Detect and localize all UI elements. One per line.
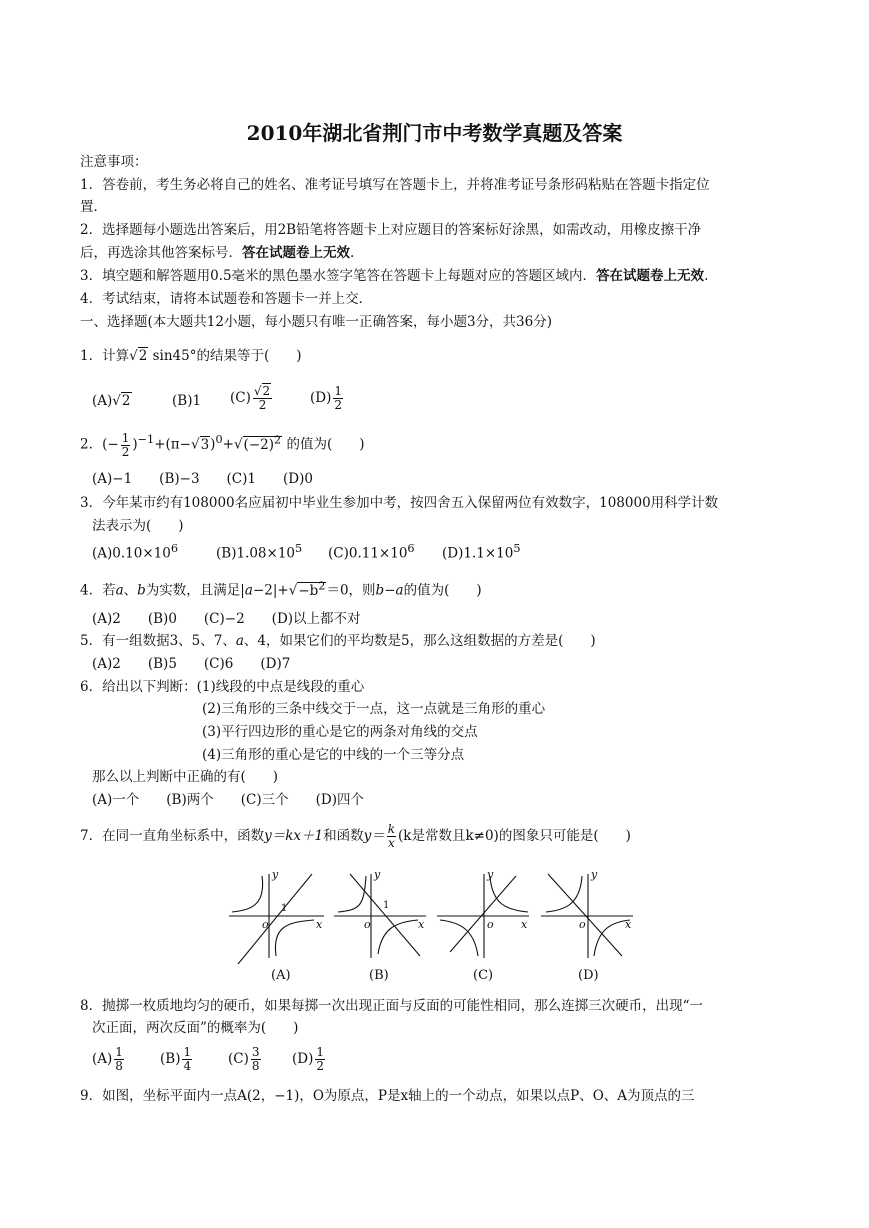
q5-text: 、4，如果它们的平均数是5，那么这组数据的方差是( ) <box>243 633 596 649</box>
q2-radicand <box>243 433 283 453</box>
q3-option-a <box>92 540 178 563</box>
q2-tail: 的值为( ) <box>286 436 365 453</box>
page-title: 2010年湖北省荆门市中考数学真题及答案 <box>246 121 623 145</box>
note-2-period: . <box>350 245 355 261</box>
q8-c-fraction <box>251 1046 261 1073</box>
q4-var: b <box>375 582 385 599</box>
q8-d-num: 1 <box>316 1045 324 1059</box>
q2-radicand-text: (−2) <box>243 436 274 453</box>
q2-radicand: 3 <box>200 436 210 453</box>
q5-var: a <box>235 633 244 649</box>
q4-rad-exp: 2 <box>318 579 326 592</box>
q2-expr: + <box>222 436 234 453</box>
q7-f-den: x <box>388 836 395 850</box>
graph-c-origin: o <box>487 918 494 931</box>
q7-f-num: k <box>387 822 396 836</box>
q8-option-a <box>92 1046 126 1073</box>
q4-var: b <box>137 582 146 599</box>
q2-f-den: 2 <box>121 444 130 459</box>
q1-text-end: sin45°的结果等于( ) <box>152 348 302 364</box>
q5-text: 5．有一组数据3、5、7、 <box>80 633 236 649</box>
question-2-stem: 2．(− $\frac{1}{2}$ )$^{-1}+(\pi-√3)^0+√(-2)^2$ 的值为( ) <box>80 430 365 459</box>
graph-c-y-label: y <box>487 868 494 881</box>
q3-option-c <box>328 540 415 563</box>
q2-fraction <box>121 432 131 459</box>
q1-d-den: 2 <box>334 398 342 412</box>
note-3 <box>80 267 708 285</box>
q3-c: (C)0.11×10 <box>328 545 408 562</box>
section-heading: 一、选择题(本大题共12小题，每小题只有唯一正确答案，每小题3分，共36分) <box>80 314 552 330</box>
q7-fraction <box>387 823 396 850</box>
q8-a-fraction <box>114 1046 124 1073</box>
q4-text: 、 <box>123 582 138 599</box>
q4-var: a <box>395 582 404 599</box>
notes-heading: 注意事项： <box>80 154 148 170</box>
q8-b-den: 4 <box>183 1059 192 1073</box>
q8-option-c <box>228 1046 263 1073</box>
q3-d-exp: 5 <box>513 542 521 555</box>
note-2-text: 后，再选涂其他答案标号． <box>80 245 242 261</box>
q5-options: (A)2 (B)5 (C)6 (D)7 <box>92 656 291 672</box>
q8-a-den: 8 <box>115 1059 123 1073</box>
q3-d: (D)1.1×10 <box>442 545 514 562</box>
q7-func-1: y＝kx＋1 <box>264 828 324 844</box>
q1-option-d <box>310 385 345 412</box>
note-2-line-1: 2．选择题每小题选出答案后，用2B铅笔将答题卡上对应题目的答案标好涂黑，如需改动，用橡皮擦干净 <box>80 222 702 238</box>
graph-d-origin: o <box>579 918 586 931</box>
q8-line-2: 次正面，两次反面”的概率为( ) <box>92 1020 299 1036</box>
q6-options: (A)一个 (B)两个 (C)三个 (D)四个 <box>92 792 364 808</box>
note-1-line-1: 1．答卷前，考生务必将自己的姓名、准考证号填写在答题卡上，并将准考证号条形码粘贴在答题卡指定位 <box>80 177 710 193</box>
q7-func-2: y＝ <box>363 828 385 844</box>
q2-exponent: 2 <box>273 433 282 446</box>
note-1-line-2: 置． <box>80 199 107 215</box>
q8-d-den: 2 <box>316 1059 324 1073</box>
q1-option-c <box>230 385 274 412</box>
q8-c-num: 3 <box>251 1045 260 1059</box>
q1-text: 1．计算 <box>80 348 130 364</box>
q1-c-label: (C) <box>230 390 251 406</box>
q2-expr: ) <box>132 436 138 453</box>
q7-text: 7．在同一直角坐标系中，函数 <box>80 828 265 844</box>
q4-text: −2|+ <box>252 582 289 599</box>
graph-a-x-label: x <box>316 918 323 931</box>
q2-options: (A)−1 (B)−3 (C)1 (D)0 <box>92 471 313 487</box>
q3-c-exp: 6 <box>407 542 415 555</box>
q4-text: ＝0，则 <box>326 582 376 599</box>
q3-a-exp: 6 <box>170 542 179 555</box>
graph-b-label: (B) <box>369 968 389 983</box>
q3-b-exp: 5 <box>295 542 303 555</box>
graph-d <box>541 874 633 958</box>
q6-line-5: 那么以上判断中正确的有( ) <box>92 769 279 785</box>
q1-c-num: 2 <box>262 384 271 398</box>
graph-b-y-label: y <box>374 868 381 881</box>
q5-stem <box>80 632 596 650</box>
q8-b-fraction <box>182 1046 192 1073</box>
q6-line-3: (3)平行四边形的重心是它的两条对角线的交点 <box>202 724 478 740</box>
q6-line-2: (2)三角形的三条中线交于一点，这一点就是三角形的重心 <box>202 701 546 717</box>
q8-line-1: 8．抛掷一枚质地均匀的硬币，如果每掷一次出现正面与反面的可能性相同，那么连掷三次硬币，出现“一 <box>80 998 703 1014</box>
question-1-stem: 1．计算√2 sin45°的结果等于( ) <box>80 348 302 364</box>
q1-option-a: (A)√2 <box>92 393 131 409</box>
graph-b-origin: o <box>364 918 371 931</box>
q2-number: 2． <box>80 436 103 453</box>
q2-expr: +(π− <box>154 436 191 453</box>
q2-exponent: 0 <box>215 433 223 446</box>
note-3-text: 3．填空题和解答题用0.5毫米的黑色墨水签字笔答在答题卡上每题对应的答题区域内． <box>80 268 597 284</box>
graph-a-origin: o <box>262 918 269 931</box>
q4-var: a <box>115 582 124 599</box>
q1-d-fraction <box>333 385 343 412</box>
q3-option-b <box>216 540 302 563</box>
q7-graphs <box>0 866 869 986</box>
graph-a-one-tick: 1 <box>281 903 288 914</box>
q4-text: 4．若 <box>80 582 116 599</box>
graph-a-label: (A) <box>271 968 291 983</box>
note-3-warning: 答在试题卷上无效 <box>596 268 705 284</box>
q4-var: a <box>244 582 253 599</box>
q8-b-label: (B) <box>160 1051 181 1067</box>
q3-option-d <box>442 540 521 563</box>
graph-d-y-label: y <box>591 868 598 881</box>
q1-a-value: 2 <box>121 393 131 409</box>
graph-a <box>229 874 324 964</box>
graph-b-x-label: x <box>418 918 425 931</box>
q8-d-fraction <box>315 1046 325 1073</box>
q2-expr: ) <box>210 436 216 453</box>
note-2-line-2 <box>80 244 354 262</box>
graph-c-label: (C) <box>473 968 494 983</box>
q3-b: (B)1.08×10 <box>216 545 296 562</box>
q2-expr: (− <box>102 436 119 453</box>
q2-exponent: −1 <box>137 433 155 446</box>
q6-line-1: 6．给出以下判断：(1)线段的中点是线段的重心 <box>80 679 365 695</box>
q4-text: 为实数，且满足| <box>145 582 245 599</box>
q8-a-num: 1 <box>115 1045 123 1059</box>
graph-c-x-label: x <box>521 918 528 931</box>
q8-d-label: (D) <box>292 1051 314 1067</box>
q2-f-num: 1 <box>121 430 130 445</box>
q6-line-4: (4)三角形的重心是它的中线的一个三等分点 <box>202 747 465 763</box>
q3-line-2: 法表示为( ) <box>92 518 184 534</box>
q1-option-b: (B)1 <box>172 393 202 409</box>
q4-text: 的值为( ) <box>403 582 482 599</box>
q3-line-1: 3．今年某市约有108000名应届初中毕业生参加中考，按四舍五入保留两位有效数字，108000用科学计数 <box>80 495 719 511</box>
q8-c-label: (C) <box>228 1051 249 1067</box>
graph-b-one-tick: 1 <box>383 900 390 911</box>
graph-d-x-label: x <box>625 918 632 931</box>
note-4: 4．考试结束，请将本试题卷和答题卡一并上交． <box>80 291 373 307</box>
graph-b <box>334 874 426 958</box>
q1-c-den: 2 <box>258 398 267 412</box>
q9-line-1: 9．如图，坐标平面内一点A(2，−1)，O为原点，P是x轴上的一个动点，如果以点P、O、A为顶点的三 <box>80 1088 695 1104</box>
q4-options: (A)2 (B)0 (C)−2 (D)以上都不对 <box>92 611 361 627</box>
q8-option-b <box>160 1046 194 1073</box>
q1-a-label: (A) <box>92 393 113 409</box>
question-4-stem: 4．若a、b为实数，且满足$|a-2|+√-b^2=0$，则b−a的值为( ) <box>80 579 482 599</box>
q1-d-num: 1 <box>334 384 342 398</box>
graph-d-label: (D) <box>578 968 599 983</box>
q1-radicand: 2 <box>138 348 148 364</box>
q4-text: − <box>384 582 396 599</box>
q8-a-label: (A) <box>92 1051 113 1067</box>
q8-b-num: 1 <box>183 1045 192 1059</box>
q7-text: 和函数 <box>323 828 364 844</box>
q1-c-fraction: $\frac{√2}{2}$ <box>253 384 271 412</box>
q4-radicand <box>297 579 326 599</box>
q4-rad-text: −b <box>298 582 319 599</box>
graph-c <box>437 874 529 958</box>
q1-d-label: (D) <box>310 390 332 406</box>
q8-c-den: 8 <box>251 1059 260 1073</box>
q3-a: (A)0.10×10 <box>92 545 171 562</box>
graph-a-y-label: y <box>272 868 279 881</box>
q7-text: (k是常数且k≠0)的图象只可能是( ) <box>398 828 631 844</box>
note-3-period: . <box>704 268 709 284</box>
q8-option-d <box>292 1046 327 1073</box>
q7-stem <box>80 823 631 850</box>
note-2-warning: 答在试题卷上无效 <box>242 245 350 261</box>
